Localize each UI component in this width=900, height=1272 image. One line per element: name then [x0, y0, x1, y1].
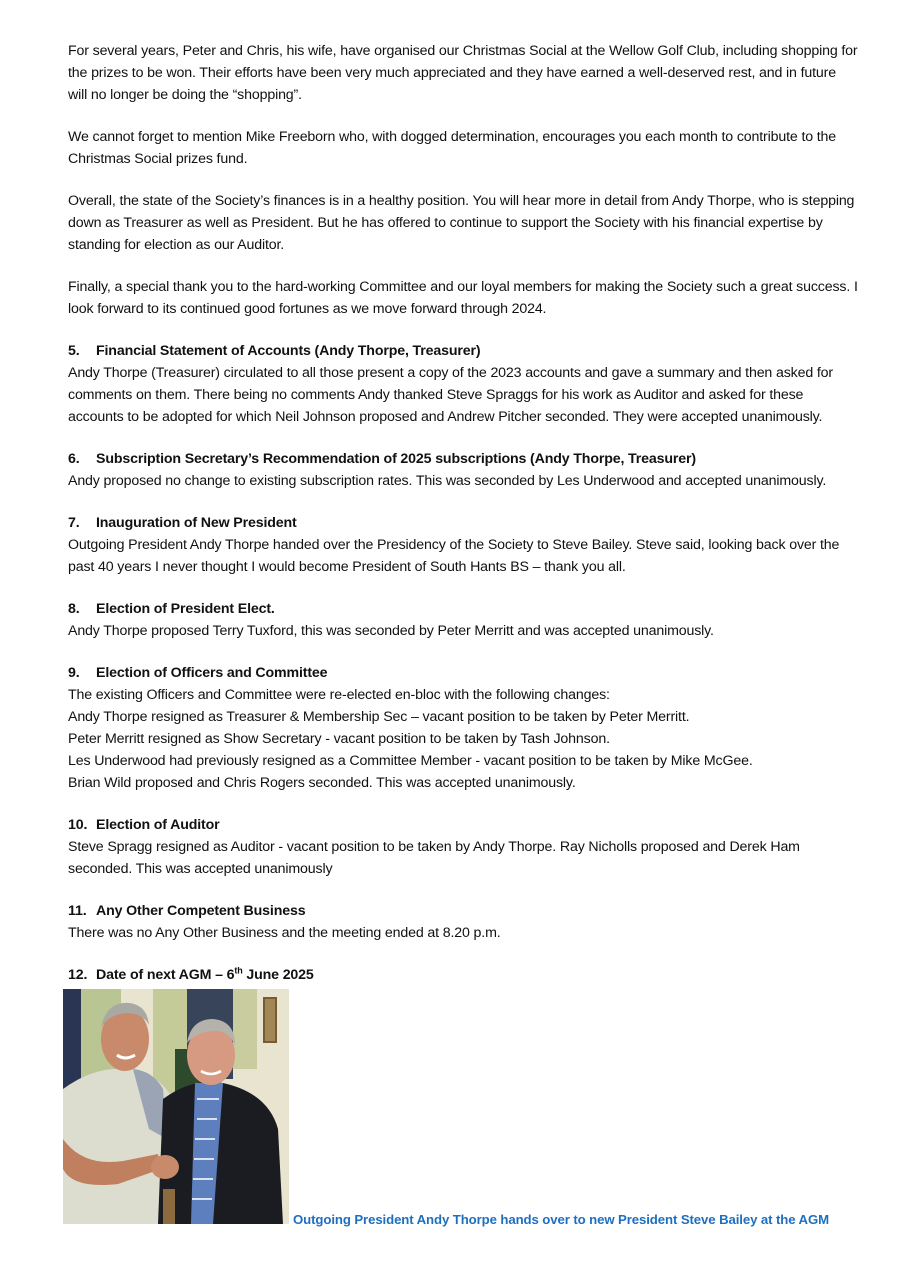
section-heading [68, 598, 858, 620]
intro-paragraph-thanks: Finally, a special thank you to the hard-working Committee and our loyal members for making the Society such a great success. I look forward to its continued good fortunes as we move forward through 2024. [68, 279, 858, 317]
agm-handshake-photo [63, 989, 289, 1224]
section-body [68, 362, 858, 428]
section-number: 12. [68, 967, 88, 983]
section-text: Andy proposed no change to existing subscription rates. This was seconded by Les Underwood and accepted unanimously. [68, 473, 827, 489]
section-heading [68, 448, 858, 470]
section-heading [68, 512, 858, 534]
section-text: The existing Officers and Committee were re-elected en-bloc with the following changes: [68, 687, 610, 703]
section-title: Election of Officers and Committee [96, 665, 328, 681]
section-text: Andy Thorpe (Treasurer) circulated to all those present a copy of the 2023 accounts and gave a summary and then asked for comments on them. There being no comments Andy thanked Steve Spraggs for his work as Auditor and asked for these accounts to be adopted for which Neil Johnson proposed and Andrew Pitcher seconded. They were accepted unanimously. [68, 365, 833, 425]
section-title: Date of next AGM – 6 [96, 967, 235, 983]
section-title: Financial Statement of Accounts (Andy Thorpe, Treasurer) [96, 343, 481, 359]
section-financial-statement [68, 340, 858, 428]
section-body [68, 684, 858, 794]
section-subscriptions [68, 448, 858, 492]
section-text: Peter Merritt resigned as Show Secretary - vacant position to be taken by Tash Johnson. [68, 731, 610, 747]
section-president-elect [68, 598, 858, 642]
section-number: 7. [68, 515, 80, 531]
section-officers-committee [68, 662, 858, 794]
section-title: Subscription Secretary’s Recommendation of 2025 subscriptions (Andy Thorpe, Treasurer) [96, 451, 696, 467]
section-title: Inauguration of New President [96, 515, 297, 531]
section-heading-next-agm [68, 964, 858, 986]
section-heading [68, 900, 858, 922]
section-text: Steve Spragg resigned as Auditor - vacant position to be taken by Andy Thorpe. Ray Nicholls proposed and Derek Ham seconded. This was accepted unanimously [68, 839, 800, 877]
section-heading [68, 340, 858, 362]
section-number: 9. [68, 665, 80, 681]
photo-figure [63, 989, 863, 1227]
photo-illustration [63, 989, 289, 1224]
intro-paragraph-finances: Overall, the state of the Society’s finances is in a healthy position. You will hear more in detail from Andy Thorpe, who is stepping down as Treasurer as well as President. But he has offered to continue to support the Society with his financial expertise by standing for election as our Auditor. [68, 193, 855, 253]
section-text: Andy Thorpe proposed Terry Tuxford, this was seconded by Peter Merritt and was accepted unanimously. [68, 623, 714, 639]
section-number: 11. [68, 903, 87, 919]
section-number: 5. [68, 343, 80, 359]
section-text: Brian Wild proposed and Chris Rogers seconded. This was accepted unanimously. [68, 775, 576, 791]
section-text: Outgoing President Andy Thorpe handed over the Presidency of the Society to Steve Bailey. Steve said, looking back over the past 40 years I never thought I would become President of South Hants BS – thank you all. [68, 537, 840, 575]
section-title: Any Other Competent Business [96, 903, 306, 919]
photo-caption: Outgoing President Andy Thorpe hands over to new President Steve Bailey at the AGM [293, 1212, 829, 1227]
ordinal-suffix: th [234, 965, 243, 976]
section-body [68, 922, 858, 944]
intro-paragraph-christmas-social: For several years, Peter and Chris, his wife, have organised our Christmas Social at the Wellow Golf Club, including shopping for the prizes to be won. Their efforts have been very much appreciated and they have earned a well-deserved rest, and in future will no longer be doing the “shopping”. [68, 43, 858, 103]
section-body [68, 470, 858, 492]
section-text: Andy Thorpe resigned as Treasurer & Membership Sec – vacant position to be taken by Peter Merritt. [68, 709, 690, 725]
section-heading [68, 814, 858, 836]
section-title-suffix: June 2025 [242, 967, 314, 983]
section-number: 10. [68, 817, 88, 833]
section-body [68, 534, 858, 578]
section-body [68, 620, 858, 642]
section-body [68, 836, 858, 880]
section-title: Election of Auditor [96, 817, 220, 833]
section-number: 6. [68, 451, 80, 467]
section-text: Les Underwood had previously resigned as a Committee Member - vacant position to be taken by Mike McGee. [68, 753, 753, 769]
section-other-business [68, 900, 858, 944]
section-title: Election of President Elect. [96, 601, 275, 617]
section-auditor [68, 814, 858, 880]
section-text: There was no Any Other Business and the meeting ended at 8.20 p.m. [68, 925, 501, 941]
document-page [68, 40, 858, 986]
section-number: 8. [68, 601, 80, 617]
intro-paragraph-prizes-fund: We cannot forget to mention Mike Freeborn who, with dogged determination, encourages you each month to contribute to the Christmas Social prizes fund. [68, 129, 837, 167]
section-heading [68, 662, 858, 684]
section-inauguration [68, 512, 858, 578]
